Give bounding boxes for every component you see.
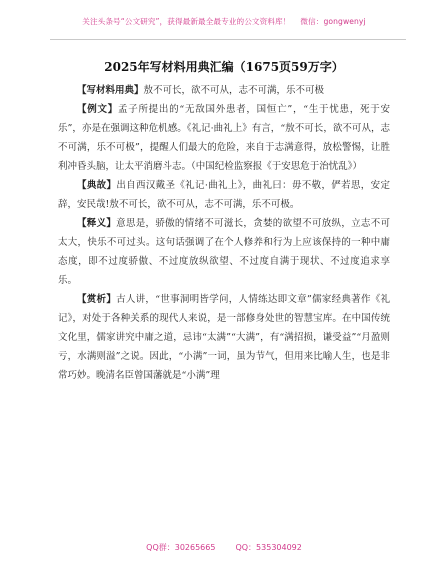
header-promo-text: 关注头条号“公文研究”，获得最新最全最专业的公文资料库！ xyxy=(82,17,291,26)
paragraph-usage-text: 敖不可长，欲不可从，志不可满，乐不可极 xyxy=(143,85,325,96)
section-tag-meaning: 【释义】 xyxy=(77,218,117,229)
paragraph-appreciation xyxy=(58,290,390,385)
footer-contact xyxy=(0,542,448,553)
footer-qq-group-number: 30265665 xyxy=(174,543,216,552)
paragraph-meaning xyxy=(58,214,390,290)
section-tag-origin: 【典故】 xyxy=(77,180,117,191)
document-body xyxy=(58,81,390,385)
paragraph-appreciation-text: 古人讲，“世事洞明皆学问，人情练达即文章”儒家经典著作《礼记》，对处于各种关系的现代人来说，是一部修身处世的智慧宝库。在中国传统文化里，儒家讲究中庸之道，忌讳“太满”“大满”，有“满招损，谦受益”“月盈则亏，水满则溢”之说。因此，“小满”一词，虽为节气，但用来比喻人生，也是非常巧妙。晚清名臣曾国藩就是“小满”理 xyxy=(58,294,390,381)
paragraph-origin-text: 出自西汉戴圣《礼记·曲礼上》，曲礼曰：毋不敬，俨若思，安定辞，安民哉!敖不可长，欲不可从，志不可满，乐不可极。 xyxy=(58,180,390,210)
section-tag-example: 【例文】 xyxy=(77,104,118,115)
footer-qq-label: QQ： xyxy=(235,543,257,552)
footer-qq-number: 535304092 xyxy=(256,543,302,552)
paragraph-example-text: 孟子所提出的“无敌国外患者，国恒亡”，“生于忧患，死于安乐”，亦是在强调这种危机感。《礼记·曲礼上》有言，“敖不可长，欲不可从，志不可满，乐不可极”，提醒人们最大的危险，来自于志满意得，放松警惕，让胜利冲昏头脑，让太平消磨斗志。（中国纪检监察报《于安思危于治忧乱》） xyxy=(58,104,390,172)
header-divider xyxy=(50,39,406,40)
footer-qq-group-label: QQ群： xyxy=(146,543,175,552)
document-title: 2025年写材料用典汇编（1675页59万字） xyxy=(104,60,344,74)
paragraph-usage xyxy=(58,81,390,100)
section-tag-usage: 【写材料用典】 xyxy=(77,85,144,96)
section-tag-appreciation: 【赏析】 xyxy=(77,294,117,305)
paragraph-origin xyxy=(58,176,390,214)
header-wechat-text: 微信：gongwenyj xyxy=(300,17,366,26)
paragraph-meaning-text: 意思是，骄傲的情绪不可滋长，贪婪的欲望不可放纵，立志不可太大，快乐不可过头。这句话强调了在个人修养和行为上应该保持的一种中庸态度，即不过度骄傲、不过度放纵欲望、不过度自满于现状、不过度追求享乐。 xyxy=(58,218,390,286)
header-promo-note xyxy=(0,16,448,27)
paragraph-example xyxy=(58,100,390,176)
